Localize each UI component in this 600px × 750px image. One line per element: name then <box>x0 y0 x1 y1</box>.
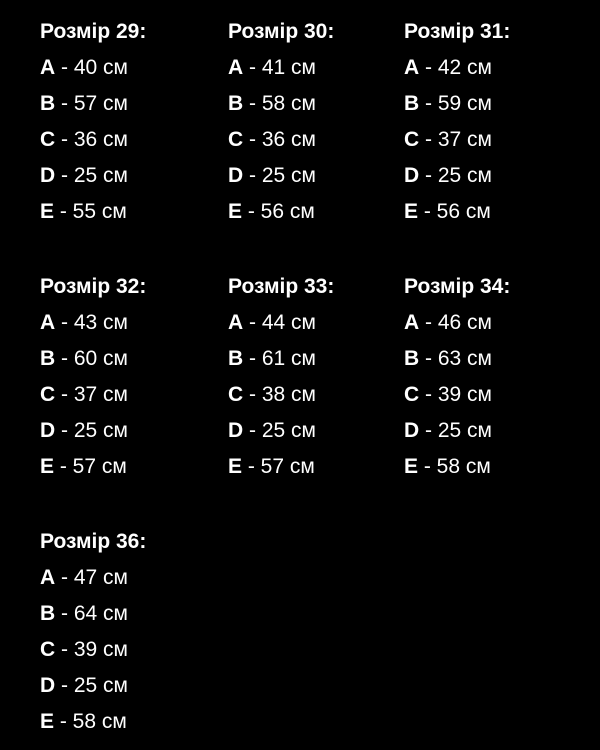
measure-value: - 25 см <box>419 419 492 442</box>
measure-a <box>228 311 334 335</box>
measure-value: - 36 см <box>55 128 128 151</box>
measure-value: - 41 см <box>243 56 316 79</box>
size-title: Розмір 29: <box>40 20 147 43</box>
measure-letter: C <box>404 383 420 406</box>
measure-value: - 61 см <box>243 347 316 370</box>
measure-letter: D <box>228 419 244 442</box>
measure-letter: D <box>228 164 244 187</box>
measure-d <box>40 674 146 698</box>
measure-letter: E <box>404 200 419 223</box>
measure-c <box>40 638 146 662</box>
measure-value: - 25 см <box>243 419 316 442</box>
measure-letter: C <box>40 638 56 661</box>
measure-value: - 25 см <box>55 674 128 697</box>
measure-c <box>40 383 146 407</box>
size-title: Розмір 31: <box>404 20 511 43</box>
measure-e <box>228 455 334 479</box>
measure-c <box>404 128 510 152</box>
measure-letter: A <box>404 56 420 79</box>
measure-letter: D <box>404 419 420 442</box>
measure-letter: A <box>40 566 56 589</box>
measure-letter: A <box>40 311 56 334</box>
measure-letter: C <box>40 383 56 406</box>
measure-a <box>40 566 146 590</box>
measure-a <box>40 311 146 335</box>
measure-d <box>228 419 334 443</box>
measure-letter: A <box>228 56 244 79</box>
measure-letter: B <box>40 602 56 625</box>
measure-b <box>228 92 334 116</box>
measure-value: - 37 см <box>55 383 128 406</box>
measure-letter: A <box>404 311 420 334</box>
measure-letter: C <box>228 128 244 151</box>
measure-c <box>40 128 146 152</box>
size-32-block <box>40 275 146 479</box>
measure-value: - 56 см <box>418 200 491 223</box>
measure-e <box>404 200 510 224</box>
measure-a <box>404 56 510 80</box>
measure-b <box>40 347 146 371</box>
measure-d <box>404 419 510 443</box>
measure-letter: C <box>228 383 244 406</box>
measure-value: - 63 см <box>419 347 492 370</box>
measure-value: - 60 см <box>55 347 128 370</box>
measure-value: - 58 см <box>418 455 491 478</box>
measure-value: - 43 см <box>55 311 128 334</box>
measure-b <box>40 92 146 116</box>
measure-value: - 58 см <box>243 92 316 115</box>
measure-letter: E <box>228 455 243 478</box>
measure-value: - 46 см <box>419 311 492 334</box>
measure-e <box>40 200 146 224</box>
measure-b <box>404 92 510 116</box>
measure-value: - 58 см <box>54 710 127 733</box>
measure-value: - 39 см <box>419 383 492 406</box>
measure-value: - 36 см <box>243 128 316 151</box>
measure-letter: B <box>40 92 56 115</box>
measure-letter: B <box>40 347 56 370</box>
measure-value: - 42 см <box>419 56 492 79</box>
measure-c <box>404 383 510 407</box>
measure-letter: A <box>228 311 244 334</box>
measure-letter: E <box>228 200 243 223</box>
measure-value: - 25 см <box>243 164 316 187</box>
measure-letter: E <box>40 200 55 223</box>
size-33-block <box>228 275 334 479</box>
measure-e <box>40 455 146 479</box>
measure-value: - 57 см <box>54 455 127 478</box>
measure-letter: D <box>40 164 56 187</box>
measure-value: - 37 см <box>419 128 492 151</box>
measure-letter: E <box>40 710 55 733</box>
measure-b <box>404 347 510 371</box>
measure-value: - 57 см <box>55 92 128 115</box>
measure-value: - 39 см <box>55 638 128 661</box>
measure-a <box>404 311 510 335</box>
measure-d <box>40 419 146 443</box>
measure-d <box>404 164 510 188</box>
measure-value: - 55 см <box>54 200 127 223</box>
measure-letter: B <box>228 92 244 115</box>
measure-e <box>404 455 510 479</box>
measure-d <box>228 164 334 188</box>
size-29-block <box>40 20 146 224</box>
size-title: Розмір 34: <box>404 275 511 298</box>
measure-a <box>228 56 334 80</box>
measure-letter: B <box>404 347 420 370</box>
measure-letter: D <box>40 674 56 697</box>
measure-letter: E <box>404 455 419 478</box>
measure-letter: B <box>228 347 244 370</box>
measure-d <box>40 164 146 188</box>
measure-letter: B <box>404 92 420 115</box>
measure-c <box>228 383 334 407</box>
size-title: Розмір 33: <box>228 275 335 298</box>
measure-value: - 25 см <box>55 419 128 442</box>
measure-value: - 44 см <box>243 311 316 334</box>
measure-value: - 25 см <box>419 164 492 187</box>
measure-e <box>228 200 334 224</box>
size-30-block <box>228 20 334 224</box>
measure-value: - 40 см <box>55 56 128 79</box>
measure-a <box>40 56 146 80</box>
measure-c <box>228 128 334 152</box>
measure-letter: E <box>40 455 55 478</box>
size-title: Розмір 30: <box>228 20 335 43</box>
size-34-block <box>404 275 510 479</box>
measure-letter: A <box>40 56 56 79</box>
size-title: Розмір 32: <box>40 275 147 298</box>
measure-e <box>40 710 146 734</box>
size-title: Розмір 36: <box>40 530 147 553</box>
size-31-block <box>404 20 510 224</box>
measure-value: - 47 см <box>55 566 128 589</box>
measure-value: - 38 см <box>243 383 316 406</box>
measure-value: - 64 см <box>55 602 128 625</box>
measure-letter: C <box>40 128 56 151</box>
size-36-block <box>40 530 146 734</box>
measure-letter: D <box>404 164 420 187</box>
measure-value: - 59 см <box>419 92 492 115</box>
measure-value: - 25 см <box>55 164 128 187</box>
measure-value: - 57 см <box>242 455 315 478</box>
measure-b <box>40 602 146 626</box>
measure-value: - 56 см <box>242 200 315 223</box>
measure-letter: D <box>40 419 56 442</box>
measure-letter: C <box>404 128 420 151</box>
measure-b <box>228 347 334 371</box>
